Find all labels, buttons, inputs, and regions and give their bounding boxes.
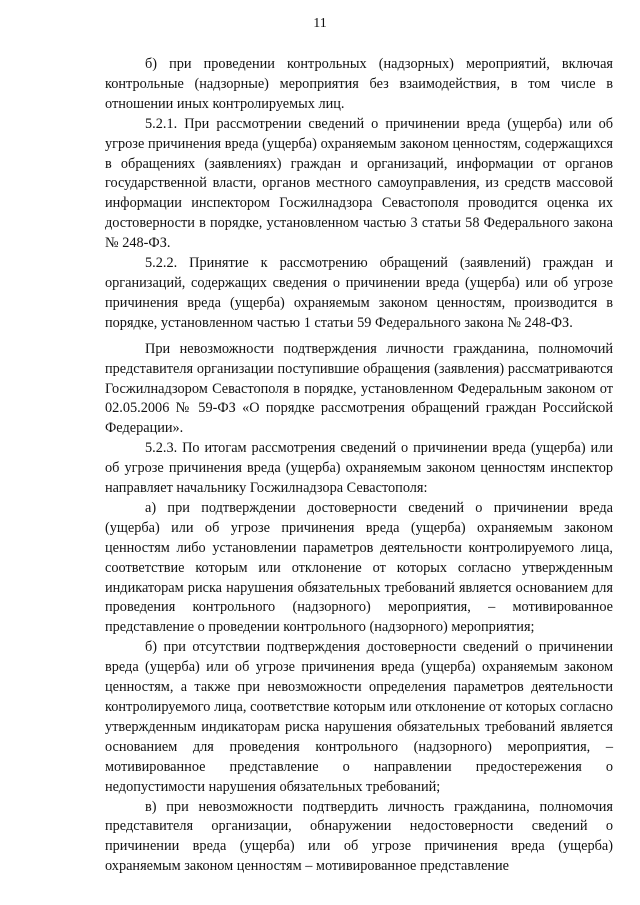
paragraph-5-2-2: 5.2.2. Принятие к рассмотрению обращений (заявлений) граждан и организаций, содержащих сведения о причинении вреда (ущерба) или об угрозе причинения вреда (ущерба) охраняемым законом ценностям, производится в порядке, установленном частью 1 статьи 59 Федерального закона № 248-ФЗ. [105,255,613,331]
paragraph-clause-b-intro: б) при проведении контрольных (надзорных) мероприятий, включая контрольные (надзорные) мероприятия без взаимодействия, в том числе в отношении иных контролируемых лиц. [105,56,613,112]
paragraph-subitem-a: а) при подтверждении достоверности сведений о причинении вреда (ущерба) или об угрозе причинения вреда (ущерба) охраняемым законом ценностям либо установлении параметров деятельности контролируемого лица, соответствие которым или отклонение от которых согласно утвержденным индикаторам риска нарушения обязательных требований является основанием для проведения контрольного (надзорного) мероприятия, – мотивированное представление о проведении контрольного (надзорного) мероприятия; [105,499,613,636]
document-body [105,55,613,877]
paragraph-5-2-1: 5.2.1. При рассмотрении сведений о причинении вреда (ущерба) или об угрозе причинения вреда (ущерба) охраняемым законом ценностям, содержащихся в обращениях (заявлениях) граждан и организаций, информации от органов государственной власти, органов местного самоуправления, из средств массовой информации инспектором Госжилнадзора Севастополя проводится оценка их достоверности в порядке, установленном частью 3 статьи 58 Федерального закона № 248-ФЗ. [105,115,613,252]
paragraph-subitem-v: в) при невозможности подтвердить личность гражданина, полномочия представителя организации, обнаружении недостоверности сведений о причинении вреда (ущерба) или об угрозе причинения вреда (ущерба) охраняемым законом ценностям – мотивированное представление [105,798,613,875]
paragraph-identity-not-confirmed: При невозможности подтверждения личности гражданина, полномочий представителя организации поступившие обращения (заявления) рассматриваются Госжилнадзором Севастополя в порядке, установленном Федеральным законом от 02.05.2006 № 59-ФЗ «О порядке рассмотрения обращений граждан Российской Федерации». [105,340,613,437]
page-number: 11 [313,16,327,31]
paragraph-subitem-b: б) при отсутствии подтверждения достоверности сведений о причинении вреда (ущерба) или об угрозе причинения вреда (ущерба) охраняемым законом ценностям, а также при невозможности определения параметров деятельности контролируемого лица, соответствие которым или отклонение от которых согласно утвержденным индикаторам риска нарушения обязательных требований является основанием для проведения контрольного (надзорного) мероприятия, – мотивированное представление о направлении предостережения о недопустимости нарушения обязательных требований; [105,639,613,795]
paragraph-5-2-3: 5.2.3. По итогам рассмотрения сведений о причинении вреда (ущерба) или об угрозе причинения вреда (ущерба) охраняемым законом ценностям инспектор направляет начальнику Госжилнадзора Севастополя: [105,440,613,497]
